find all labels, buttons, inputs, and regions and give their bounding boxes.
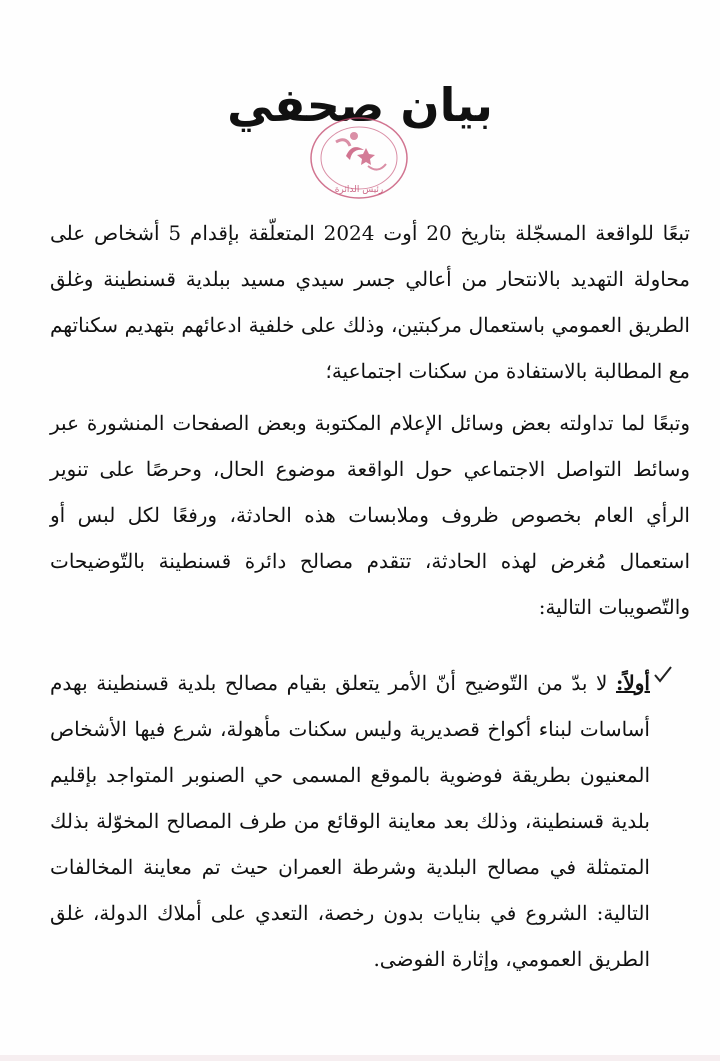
stamp-caption: رئيس الدائرة [334,185,384,195]
point-1-label: أولاً: [615,671,650,695]
paragraph-1: تبعًا للواقعة المسجّلة بتاريخ 20 أوت 2024 المتعلّقة بإقدام 5 أشخاص على محاولة التهديد بالانتحار من أعالي جسر سيدي مسيد ببلدية قسنطينة وغلق الطريق العمومي باستعمال مركبتين، وذلك على خلفية ادعائهم بتهديم سكناتهم مع المطالبة بالاستفادة من سكنات اجتماعية؛ [50,221,690,383]
checkmark-icon [652,664,674,686]
paragraph-2: وتبعًا لما تداولته بعض وسائل الإعلام المكتوبة وبعض الصفحات المنشورة عبر وسائط التواصل الاجتماعي حول الواقعة موضوع الحال، وحرصًا على تنوير الرأي العام بخصوص ظروف وملابسات هذه الحادثة، ورفعًا لكل لبس أو استعمال مُغرض لهذه الحادثة، تتقدم مصالح دائرة قسنطينة بالتّوضيحات والتّصويبات التالية: [50,411,690,619]
point-1-text: لا بدّ من التّوضيح أنّ الأمر يتعلق بقيام مصالح بلدية قسنطينة بهدم أساسات لبناء أكواخ قصديرية وليس سكنات مأهولة، شرع فيها الأشخاص المعنيون بطريقة فوضوية بالموقع المسمى حي الصنوبر المتواجد بإقليم بلدية قسنطينة، وذلك بعد معاينة الوقائع من طرف المصالح المخوّلة بذلك المتمثلة في مصالح البلدية وشرطة العمران حيث تم معاينة المخالفات التالية: الشروع في بنايات بدون رخصة، التعدي على أملاك الدولة، غلق الطريق العمومي، وإثارة الفوضى. [50,671,650,971]
point-1 [50,660,650,982]
page-bottom-edge [0,1049,720,1061]
official-stamp-icon [306,112,412,204]
document-title: بيان صحفي [227,78,493,132]
